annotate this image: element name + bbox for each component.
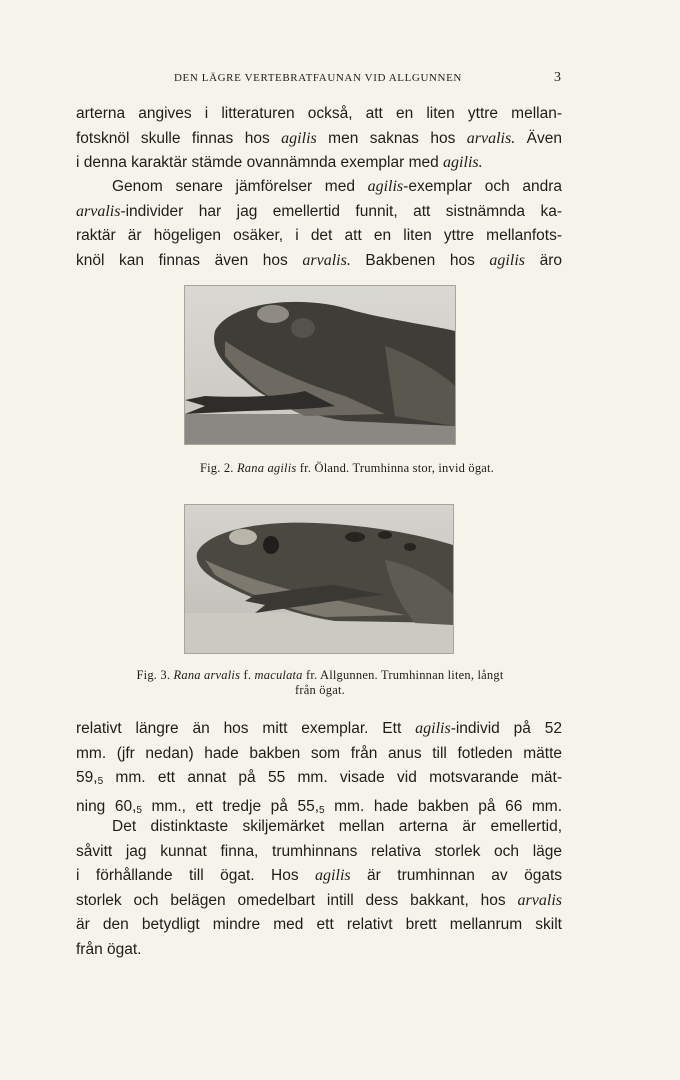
frog-agilis-illustration — [185, 286, 455, 444]
text-line: från ögat. — [76, 940, 142, 958]
text-line: storlek och belägen omedelbart intill dess bakkant, hos arvalis — [76, 891, 562, 909]
figure-2-caption: Fig. 2. Rana agilis fr. Öland. Trumhinna stor, invid ögat. — [199, 461, 495, 475]
text-line: Det distinktaste skiljemärket mellan arterna är emellertid, — [112, 818, 562, 835]
frog-arvalis-illustration — [185, 505, 453, 653]
text-line: arterna angives i litteraturen också, att en liten yttre mellan- — [76, 105, 562, 122]
text-line: i förhållande till ögat. Hos agilis är trumhinnan av ögats — [76, 867, 562, 884]
text-line: raktär är högeligen osäker, i det att en liten yttre mellanfots- — [76, 227, 562, 244]
paragraph-2 — [76, 175, 562, 273]
text-line: relativt längre än hos mitt exemplar. Ett agilis-individ på 52 — [76, 720, 562, 737]
text-line: knöl kan finnas även hos arvalis. Bakbenen hos agilis äro — [76, 251, 562, 269]
paragraph-1 — [76, 102, 562, 176]
text-line: i denna karaktär stämde ovannämnda exemplar med agilis. — [76, 154, 483, 171]
text-line: mm. (jfr nedan) hade bakben som från anus till fotleden mätte — [76, 744, 562, 762]
text-line: fotsknöl skulle finnas hos agilis men saknas hos arvalis. Även — [76, 129, 562, 147]
text-line: Genom senare jämförelser med agilis-exemplar och andra — [112, 178, 562, 195]
text-line: ning $60,_5$ mm., ett tredje på $55,_5$ mm. hade bakben på 66 mm. — [76, 797, 562, 816]
page-number: 3 — [554, 70, 561, 85]
text-line: såvitt jag kunnat finna, trumhinnans relativa storlek och läge — [76, 842, 562, 860]
figure-3-caption-line: från ögat. — [295, 683, 345, 697]
text-line: arvalis-individer har jag emellertid funnit, att sistnämnda ka- — [76, 202, 562, 220]
figure-3-caption-line: Fig. 3. Rana arvalis f. maculata fr. Allgunnen. Trumhinnan liten, långt — [136, 668, 504, 682]
running-title: DEN LÄGRE VERTEBRATFAUNAN VID ALLGUNNEN — [174, 72, 462, 84]
paragraph-4 — [76, 815, 562, 962]
figure-3-caption — [76, 668, 564, 698]
text-line: är den betydligt mindre med ett relativt brett mellanrum skilt — [76, 916, 562, 933]
figure-3-photo — [184, 504, 454, 654]
paragraph-3 — [76, 717, 562, 823]
text-line: $59,_5$ mm. ett annat på 55 mm. visade vid motsvarande mät- — [76, 769, 562, 787]
figure-2-photo — [184, 285, 456, 445]
